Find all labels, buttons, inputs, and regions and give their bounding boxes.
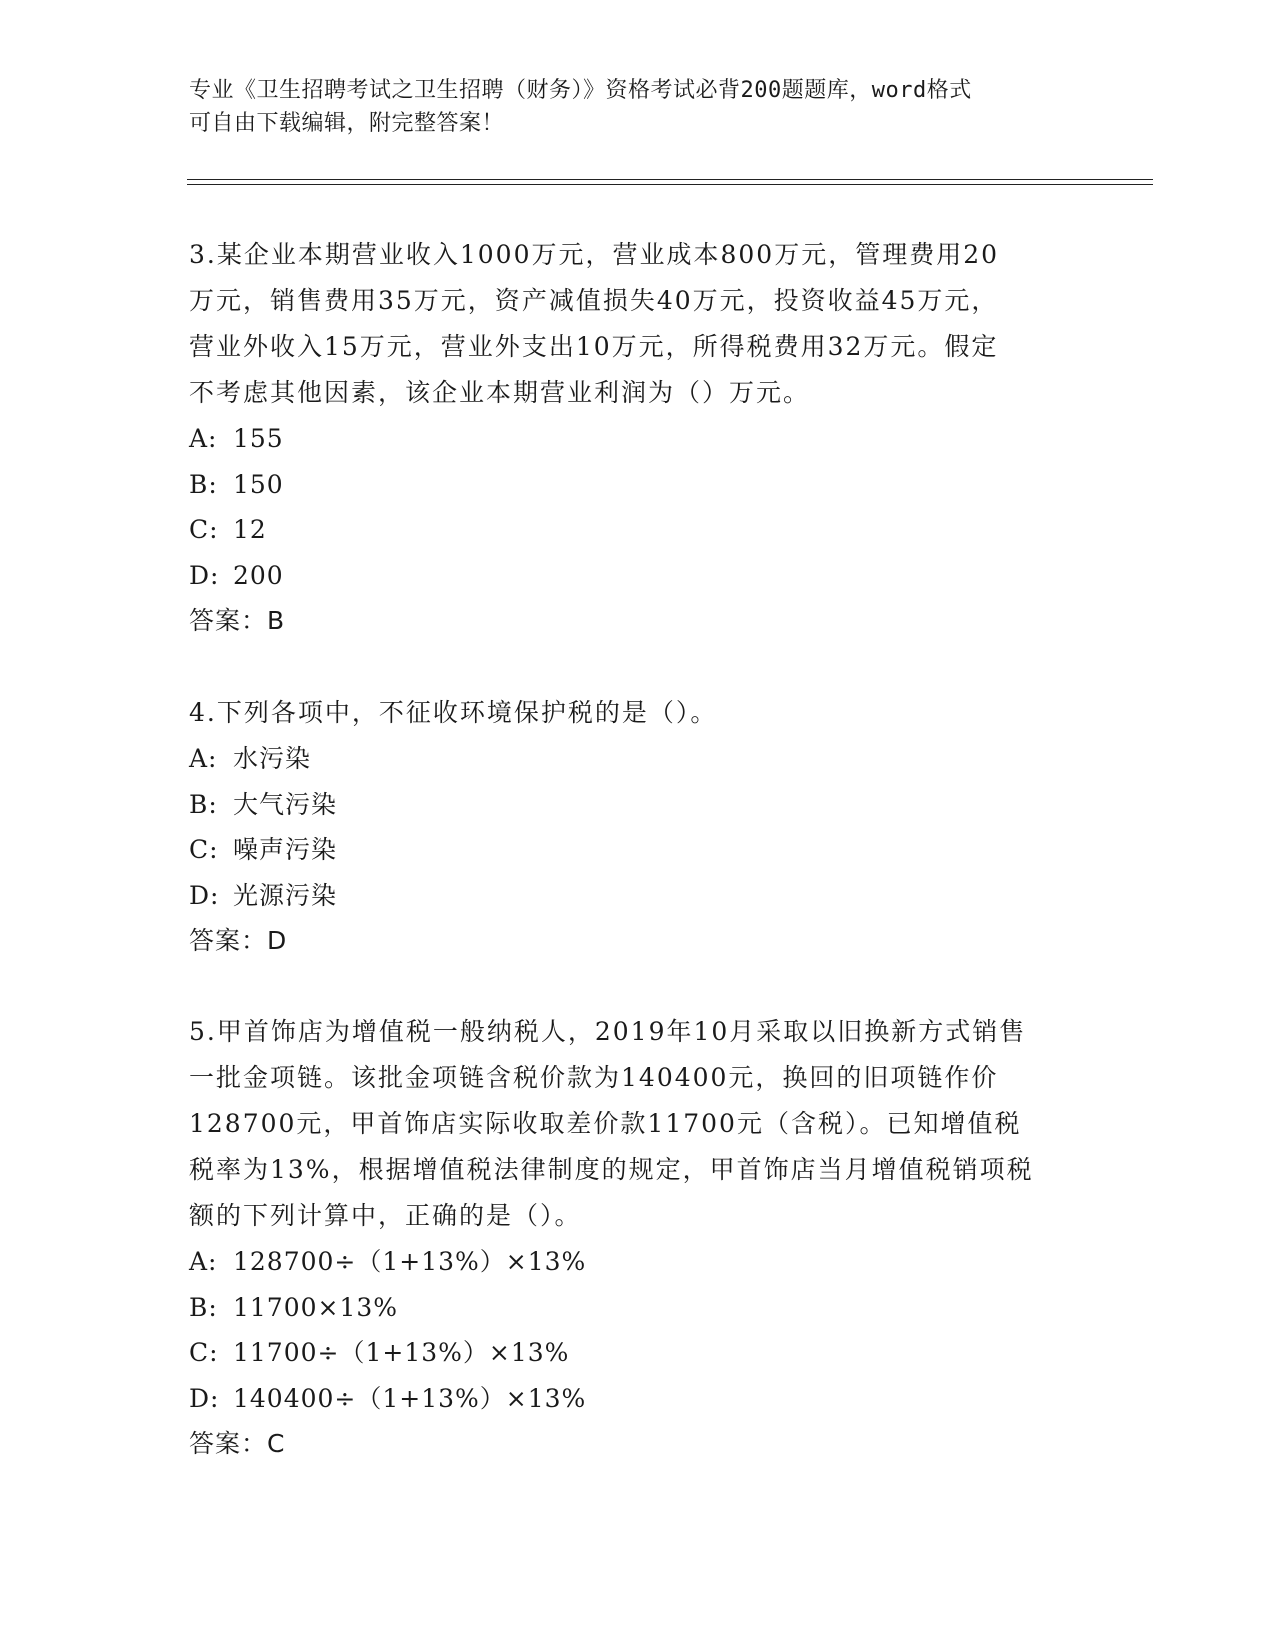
option-text: 噪声污染 xyxy=(233,835,338,864)
question-stem-line: 3.某企业本期营业收入1000万元，营业成本800万元，管理费用20 xyxy=(189,240,1000,269)
option-text: 140400÷（1+13%）×13% xyxy=(233,1383,587,1413)
question-5 xyxy=(189,1009,1089,1466)
option-text: 大气污染 xyxy=(233,789,338,819)
option-b xyxy=(189,1285,1089,1331)
question-stem-line: 4.下列各项中，不征收环境保护税的是（）。 xyxy=(189,698,718,727)
option-d xyxy=(189,553,1089,599)
option-text: 光源污染 xyxy=(233,880,338,910)
option-a xyxy=(189,736,1089,782)
option-text: 12 xyxy=(233,515,267,544)
option-a xyxy=(189,416,1089,462)
option-letter: D: xyxy=(189,1383,220,1413)
option-letter: C: xyxy=(189,835,219,864)
question-3 xyxy=(189,232,1089,643)
option-text: 11700×13% xyxy=(233,1292,399,1322)
question-stem-line: 万元，销售费用35万元，资产减值损失40万元，投资收益45万元， xyxy=(189,286,999,315)
header-line: 专业《卫生招聘考试之卫生招聘（财务）》资格考试必背200题题库，word格式 xyxy=(189,78,972,103)
question-4 xyxy=(189,690,1089,963)
option-letter: B: xyxy=(189,789,218,819)
option-text: 155 xyxy=(233,424,284,453)
option-letter: B: xyxy=(189,1292,218,1322)
header-divider xyxy=(187,179,1153,180)
answer-line: 答案：C xyxy=(189,1429,286,1458)
question-stem-line: 5.甲首饰店为增值税一般纳税人，2019年10月采取以旧换新方式销售 xyxy=(189,1017,1027,1046)
option-letter: D: xyxy=(189,880,220,910)
option-letter: A: xyxy=(189,744,218,773)
option-d xyxy=(189,873,1089,919)
option-letter: A: xyxy=(189,1247,218,1276)
answer-line: 答案：D xyxy=(189,926,288,955)
header-line: 可自由下载编辑，附完整答案！ xyxy=(189,111,505,136)
option-c xyxy=(189,827,1089,873)
option-letter: D: xyxy=(189,560,220,590)
option-c xyxy=(189,1330,1089,1376)
question-stem-line: 一批金项链。该批金项链含税价款为140400元，换回的旧项链作价 xyxy=(189,1063,999,1092)
option-letter: B: xyxy=(189,469,218,499)
option-text: 128700÷（1+13%）×13% xyxy=(233,1247,587,1276)
option-text: 200 xyxy=(233,560,284,590)
option-letter: C: xyxy=(189,515,219,544)
option-d xyxy=(189,1376,1089,1422)
option-b xyxy=(189,462,1089,508)
header-divider xyxy=(187,184,1153,185)
document-header xyxy=(189,74,1089,140)
question-stem-line: 营业外收入15万元，营业外支出10万元，所得税费用32万元。假定 xyxy=(189,332,999,361)
option-c xyxy=(189,507,1089,553)
option-text: 11700÷（1+13%）×13% xyxy=(233,1338,570,1367)
option-letter: A: xyxy=(189,424,218,453)
question-stem-line: 128700元，甲首饰店实际收取差价款11700元（含税）。已知增值税 xyxy=(189,1109,1022,1138)
option-text: 水污染 xyxy=(233,744,312,773)
option-text: 150 xyxy=(233,469,284,499)
option-b xyxy=(189,782,1089,828)
option-a xyxy=(189,1239,1089,1285)
question-stem-line: 额的下列计算中，正确的是（）。 xyxy=(189,1201,582,1230)
answer-line: 答案：B xyxy=(189,606,286,635)
question-stem-line: 不考虑其他因素，该企业本期营业利润为（）万元。 xyxy=(189,378,811,407)
question-stem-line: 税率为13%，根据增值税法律制度的规定，甲首饰店当月增值税销项税 xyxy=(189,1155,1034,1184)
option-letter: C: xyxy=(189,1338,219,1367)
